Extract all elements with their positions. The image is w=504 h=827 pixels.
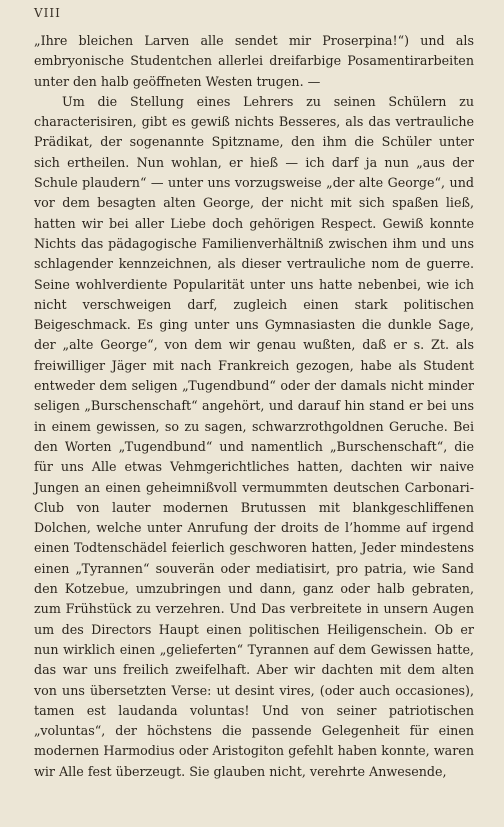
paragraph-continued: „Ihre bleichen Larven alle sendet mir Proserpina!“) und als embryonische Studentchen allerlei dreifarbige Posamentirarbeiten unter den halb geöffneten Westen trugen. — — [34, 33, 474, 89]
paragraph-teacher-nickname: Um die Stellung eines Lehrers zu seinen Schülern zu characterisiren, gibt es gewiß nichts Besseres, als das vertrauliche Prädikat, der sogenannte Spitzname, den ihm die Schüler unter sich ertheilen. Nun wohlan, er hieß — ich darf ja nun „aus der Schule plaudern“ — unter uns vorzugsweise „der alte George“, und vor dem besagten alten George, der nicht mit sich spaßen ließ, hatten wir bei aller Liebe doch gehörigen Respect. Gewiß konnte Nichts das pädagogische Familienverhältniß zwischen ihm und uns schlagender kennzeichnen, als dieser vertrauliche nom de guerre. Seine wohlverdiente Popularität unter uns hatte nebenbei, wie ich nicht verschweigen darf, zugleich einen stark politischen Beigeschmack. Es ging unter uns Gymnasiasten die dunkle Sage, der „alte George“, von dem wir genau wußten, daß er s. Zt. als freiwilliger Jäger mit nach Frankreich gezogen, habe als Student entweder dem seligen „Tugendbund“ oder der damals nicht minder seligen „Burschenschaft“ angehört, und darauf hin stand er bei uns in einem gewissen, so zu sagen, schwarzrothgoldnen Geruche. Bei den Worten „Tugendbund“ und namentlich „Burschenschaft“, die für uns Alle etwas Vehmgerichtliches hatten, dachten wir naive Jungen an einen geheimnißvoll vermummten deutschen Carbonari-Club von lauter modernen Brutussen mit blankgeschliffenen Dolchen, welche unter Anrufung der droits de l’homme auf irgend einen Todtenschädel feierlich geschworen hatten, Jeder mindestens einen „Tyrannen“ souverän oder mediatisirt, pro patria, wie Sand den Kotzebue, umzubringen und dann, ganz oder halb gebraten, zum Frühstück zu verzehren. Und Das verbreitete in unsern Augen um des Directors Haupt einen politischen Heiligenschein. Ob er nun wirklich einen „gelieferten“ Tyrannen auf dem Gewissen hatte, das war uns freilich zweifelhaft. Aber wir dachten mit dem alten von uns übersetzten Verse: ut desint vires, (oder auch occasiones), tamen est laudanda voluntas! Und von seiner patriotischen „voluntas“, der höchstens die passende Gelegenheit für einen modernen Harmodius oder Aristogiton gefehlt haben konnte, waren wir Alle fest überzeugt. Sie glauben nicht, verehrte Anwesende, — [34, 93, 474, 779]
body-text — [34, 31, 474, 782]
page-number: VIII — [34, 6, 61, 20]
